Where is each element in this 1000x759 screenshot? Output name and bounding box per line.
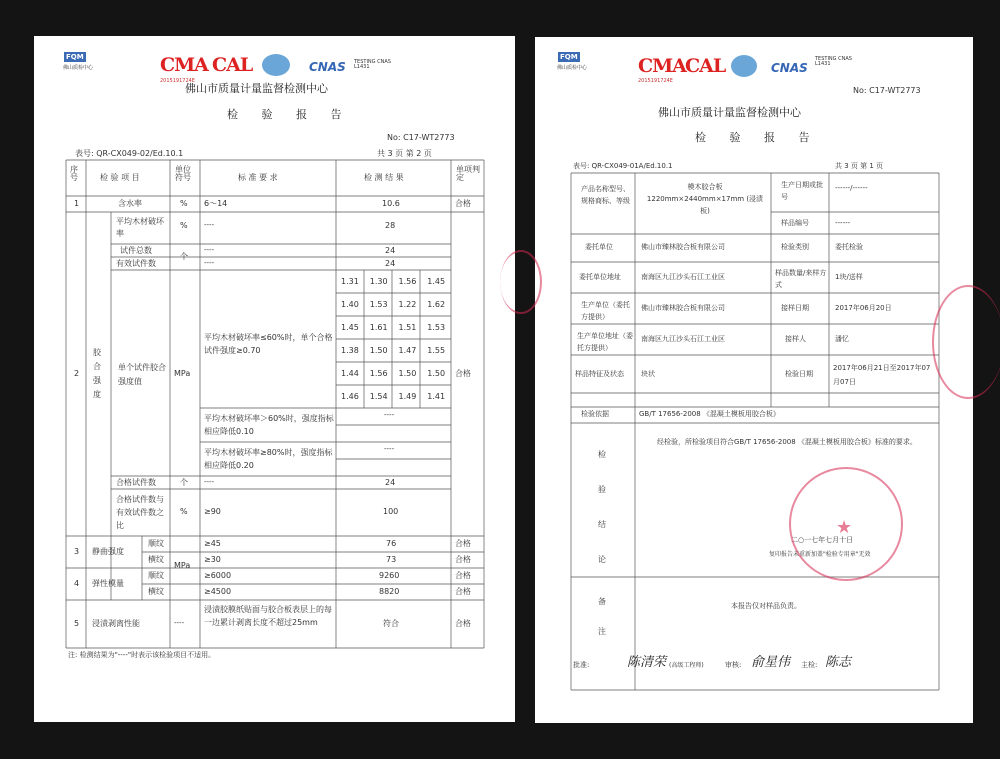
row3b-judge: 合格 [455, 555, 471, 564]
form-number: 表号: QR-CX049-01A/Ed.10.1 [573, 162, 673, 170]
product-value: 模木胶合板 1220mm×2440mm×17mm (浸渍板) [646, 183, 764, 215]
sample-no-value: ------ [835, 219, 851, 227]
row5-seq: 5 [74, 619, 80, 628]
remark-label: 备 注 [598, 597, 606, 636]
page-counter: 共 3 页 第 2 页 [377, 149, 432, 158]
strength-value-cell: 1.41 [427, 392, 446, 401]
strength-value-cell: 1.50 [398, 369, 417, 378]
row2f-result: ---- [384, 445, 395, 453]
reviewer-signature: 俞星伟 [751, 655, 791, 670]
row2d-item: 单个试件胶合强度值 [118, 363, 166, 386]
row2h-result: 100 [383, 507, 399, 516]
center-name: 佛山市质量计量监督检测中心 [185, 82, 328, 95]
row2b-item: 试件总数 [120, 246, 152, 255]
header-std: 标 准 要 求 [238, 173, 278, 182]
row2a-std: ---- [204, 221, 215, 229]
test-date-value: 2017年06月21日至2017年07月07日 [833, 364, 931, 386]
row3a-result: 76 [386, 539, 397, 548]
row4-seq: 4 [74, 579, 80, 588]
strength-value-cell: 1.22 [398, 300, 417, 309]
fqm-logo: FQM [560, 53, 578, 61]
strength-value-cell: 1.50 [369, 346, 388, 355]
test-date-label: 检验日期 [785, 370, 813, 378]
strength-value-cell: 1.30 [369, 277, 388, 286]
test-type-value: 委托检验 [835, 243, 863, 251]
strength-value-cell: 1.56 [398, 277, 417, 286]
fqm-logo: FQM [66, 53, 84, 61]
maker-addr-label: 生产单位地址（委托方提供） [577, 332, 633, 352]
cma-number: 2015191724E [638, 78, 673, 84]
remark-text: 本报告仅对样品负责。 [731, 602, 801, 610]
strength-value-cell: 1.49 [398, 392, 417, 401]
strength-value-cell: 1.50 [427, 369, 446, 378]
strength-value-cell: 1.51 [398, 323, 417, 332]
test-type-label: 检验类别 [781, 243, 809, 251]
basis-label: 检验依据 [581, 410, 609, 418]
seal-fragment-right [932, 285, 1000, 399]
row2h-unit: % [180, 507, 188, 516]
sample-state-label: 样品特征及状态 [575, 370, 624, 378]
row2b-std: ---- [204, 246, 215, 254]
row2-seq: 2 [74, 369, 80, 378]
row4b-judge: 合格 [455, 587, 471, 596]
sample-state-value: 块状 [641, 370, 655, 378]
row2f-std: 平均木材破坏率≥80%时，强度指标相应降低0.20 [204, 448, 333, 470]
maker-addr-value: 南海区九江沙头石江工业区 [641, 335, 725, 343]
strength-value-cell: 1.47 [398, 346, 417, 355]
row2a-item: 平均木材破坏率 [116, 217, 164, 238]
row2c-result: 24 [385, 259, 396, 268]
row4a-judge: 合格 [455, 571, 471, 580]
row4-item: 弹性模量 [92, 579, 124, 588]
row2b-result: 24 [385, 246, 396, 255]
row2g-unit: 个 [180, 478, 188, 487]
cal-logo: CAL [685, 55, 726, 77]
strength-value-cell: 1.38 [341, 346, 359, 355]
header-seq: 序号 [70, 165, 78, 182]
strength-value-cell: 1.45 [341, 323, 359, 332]
row2g-item: 合格试件数 [116, 478, 156, 487]
row2a-unit: % [180, 221, 188, 230]
seal-fragment-left [500, 250, 542, 314]
report-page-2 [34, 36, 515, 722]
footnote: 注: 检测结果为"----"时表示该检验项目不适用。 [68, 651, 216, 659]
row4a-result: 9260 [379, 571, 400, 580]
report-number: No: C17-WT2773 [387, 133, 455, 142]
report-title: 检 验 报 告 [227, 108, 352, 121]
row3a-std: ≥45 [204, 539, 221, 548]
row3a-dir: 顺纹 [148, 539, 164, 548]
report-title: 检 验 报 告 [695, 131, 820, 144]
report-page-1 [535, 37, 973, 723]
row2c-item: 有效试件数 [116, 259, 156, 268]
client-label: 委托单位 [585, 243, 613, 251]
strength-value-cell: 1.53 [369, 300, 388, 309]
tester-label: 主检: [801, 661, 818, 669]
row1-judge: 合格 [455, 199, 471, 208]
page-counter: 共 3 页 第 1 页 [835, 162, 884, 170]
row2g-result: 24 [385, 478, 396, 487]
row2b-unit: 个 [180, 252, 188, 261]
strength-value-cell: 1.55 [427, 346, 446, 355]
strength-value-cell: 1.45 [427, 277, 446, 286]
recv-date-value: 2017年06月20日 [835, 304, 892, 312]
reviewer-label: 审核: [725, 661, 742, 669]
strength-value-cell: 1.62 [427, 300, 446, 309]
tester-signature: 陈志 [825, 655, 852, 670]
row2e-result: ---- [384, 411, 395, 419]
stamp-note: 复印报告未重新加盖"检验专用章"无效 [769, 551, 871, 558]
row4b-dir: 横纹 [148, 587, 164, 596]
report-number: No: C17-WT2773 [853, 86, 921, 95]
basis-value: GB/T 17656-2008 《混凝土模板用胶合板》 [639, 410, 780, 418]
receiver-value: 潘忆 [835, 335, 849, 343]
row4b-result: 8820 [379, 587, 400, 596]
row3b-result: 73 [386, 555, 397, 564]
strength-value-cell: 1.54 [369, 392, 388, 401]
strength-value-cell: 1.56 [369, 369, 388, 378]
sample-no-label: 样品编号 [781, 219, 809, 227]
row5-result: 符合 [383, 619, 399, 628]
cal-logo: CAL [212, 54, 253, 76]
row2h-std: ≥90 [204, 507, 221, 516]
row2d-std: 平均木材破坏率≤60%时，单个合格试件强度≥0.70 [204, 333, 333, 355]
sample-qty-value: 1块/送样 [835, 273, 863, 281]
issue-date: 二○一七年七月十日 [791, 536, 854, 544]
row5-item: 浸渍剥离性能 [92, 619, 140, 628]
row2-group: 胶合强度 [93, 348, 101, 399]
row4b-std: ≥4500 [204, 587, 232, 596]
row3a-judge: 合格 [455, 539, 471, 548]
strength-value-cell: 1.40 [341, 300, 359, 309]
cma-logo: CMA [160, 54, 208, 76]
client-value: 佛山市臻林胶合板有限公司 [641, 243, 725, 251]
cnas-logo: CNAS [309, 60, 346, 74]
row3-item: 静曲强度 [92, 547, 124, 556]
strength-value-cell: 1.31 [341, 277, 359, 286]
row3b-dir: 横纹 [148, 555, 164, 564]
client-addr-label: 委托单位地址 [579, 273, 621, 281]
header-judge: 单项判定 [456, 165, 480, 182]
recv-date-label: 接样日期 [781, 304, 809, 312]
header-unit: 单位符号 [175, 165, 191, 182]
fqm-subtitle: 佛山质检中心 [63, 65, 94, 71]
prod-date-label: 生产日期或批号 [781, 181, 823, 201]
approver-label: 批准: [573, 661, 590, 669]
row2d-unit: MPa [174, 369, 191, 378]
header-item: 检 验 项 目 [100, 173, 140, 182]
approver-signature: 陈清荣 [627, 655, 667, 670]
row1-result: 10.6 [382, 199, 400, 208]
cma-number: 2015191724E [160, 78, 195, 84]
client-addr-value: 南海区九江沙头石江工业区 [641, 273, 725, 281]
row3-unit: MPa [174, 561, 191, 570]
cnas-subtitle: TESTING CNAS L1431 [815, 56, 852, 67]
conclusion-text: 经检验，所检验项目符合GB/T 17656-2008 《混凝土模板用胶合板》标准的要求。 [657, 438, 917, 446]
header-result: 检 测 结 果 [364, 173, 404, 182]
form-number: 表号: QR-CX049-02/Ed.10.1 [75, 149, 184, 158]
conclusion-label: 检 验 结 论 [598, 450, 606, 564]
row2g-std: ---- [204, 478, 215, 486]
row1-seq: 1 [74, 199, 80, 208]
row3-seq: 3 [74, 547, 80, 556]
row5-judge: 合格 [455, 619, 471, 628]
row2a-result: 28 [385, 221, 396, 230]
row1-unit: % [180, 199, 188, 208]
strength-value-cell: 1.53 [427, 323, 446, 332]
row5-std: 浸渍胶膜纸贴面与胶合板表层上的每一边累计剥离长度不超过25mm [204, 605, 332, 627]
row2e-std: 平均木材破坏率＞60%时，强度指标相应降低0.10 [204, 414, 334, 436]
row2h-item: 合格试件数与有效试件数之比 [116, 495, 164, 530]
strength-value-cell: 1.61 [369, 323, 388, 332]
cma-logo: CMA [638, 55, 686, 77]
maker-value: 佛山市臻林胶合板有限公司 [641, 304, 725, 312]
product-label: 产品名称型号、规格商标、等级 [581, 185, 630, 205]
row2-judge: 合格 [455, 369, 471, 378]
fqm-subtitle: 佛山质检中心 [557, 65, 588, 71]
row2c-std: ---- [204, 259, 215, 267]
row4a-dir: 顺纹 [148, 571, 164, 580]
cnas-logo: CNAS [771, 61, 808, 75]
row3b-std: ≥30 [204, 555, 221, 564]
maker-label: 生产单位（委托方提供） [581, 301, 630, 321]
strength-value-cell: 1.44 [341, 369, 359, 378]
prod-date-value: ------/------ [835, 184, 868, 192]
row4a-std: ≥6000 [204, 571, 232, 580]
inspection-seal: ★ [789, 467, 903, 581]
sample-qty-label: 样品数量/来样方式 [775, 269, 827, 289]
center-name: 佛山市质量计量监督检测中心 [658, 106, 801, 119]
strength-value-cell: 1.46 [341, 392, 359, 401]
row1-std: 6～14 [204, 199, 228, 208]
receiver-label: 接样人 [785, 335, 806, 343]
row5-unit: ---- [174, 619, 185, 627]
row1-item: 含水率 [118, 199, 142, 208]
approver-title: (高级工程师) [669, 662, 704, 669]
cnas-subtitle: TESTING CNAS L1431 [354, 59, 391, 70]
